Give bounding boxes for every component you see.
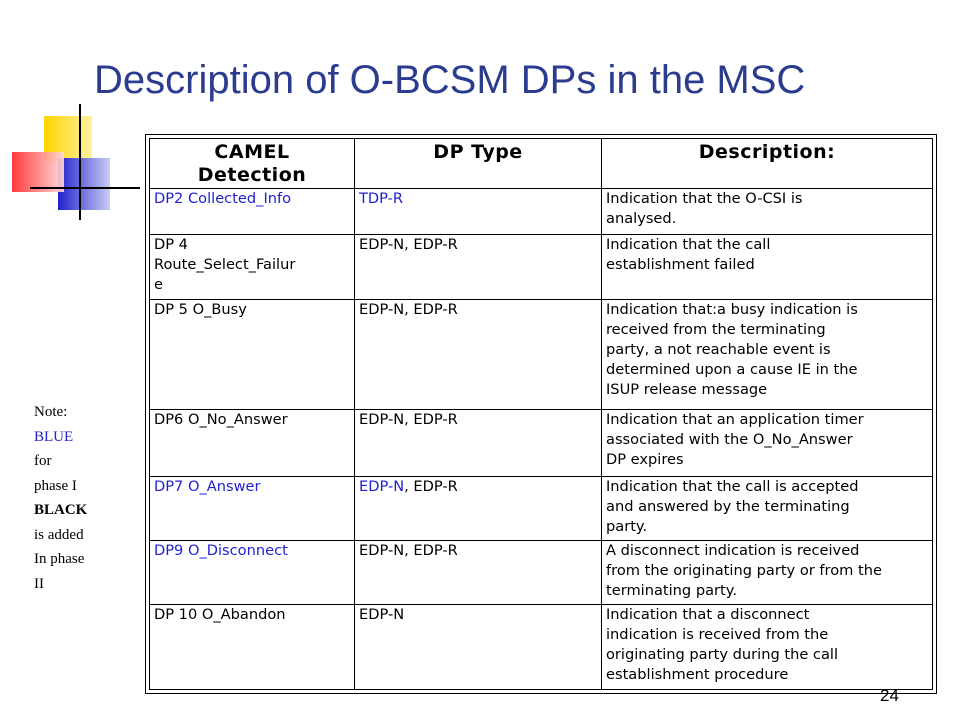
dp-name: DP 5 O_Busy xyxy=(154,300,247,318)
table-row xyxy=(150,235,933,299)
dp-type-cell xyxy=(355,410,602,476)
dp-name-cell xyxy=(150,235,355,299)
dp-type-cell xyxy=(355,476,602,540)
description-text: Indication that the call establishment failed xyxy=(606,236,771,274)
dp-type-part: EDP-N xyxy=(359,477,405,495)
description-text: Indication that an application timer associated with the O_No_Answer DP expires xyxy=(606,411,864,469)
note-line: II xyxy=(34,575,44,592)
description-cell xyxy=(602,541,933,605)
dp-name: DP 10 O_Abandon xyxy=(154,606,286,624)
dp-name-cell xyxy=(150,410,355,476)
dp-name-cell xyxy=(150,189,355,235)
dp-name-cell xyxy=(150,541,355,605)
header-dp-type: DP Type xyxy=(355,139,602,189)
description-cell xyxy=(602,299,933,410)
table-row xyxy=(150,299,933,410)
description-cell xyxy=(602,410,933,476)
dp-name-cell xyxy=(150,476,355,540)
dp-name: DP2 Collected_Info xyxy=(154,190,292,207)
note-line: for xyxy=(34,453,52,469)
dp-type-cell xyxy=(355,541,602,605)
description-text: Indication that the O-CSI is analysed. xyxy=(606,190,803,227)
dp-type-cell xyxy=(355,299,602,410)
dp-name-cell xyxy=(150,605,355,690)
table-row xyxy=(150,541,933,605)
dp-table xyxy=(149,138,933,690)
dp-name: DP9 O_Disconnect xyxy=(154,542,288,560)
dp-type-part: EDP-N, EDP-R xyxy=(359,236,458,254)
dp-name-cell xyxy=(150,299,355,410)
dp-type-part: TDP-R xyxy=(359,190,404,207)
dp-table-frame xyxy=(145,134,937,694)
note-line: In phase xyxy=(34,551,85,567)
table-row xyxy=(150,410,933,476)
description-cell xyxy=(602,476,933,540)
dp-name: DP6 O_No_Answer xyxy=(154,411,288,429)
description-text: Indication that a disconnect indication is received from the originating party during the call establishment procedure xyxy=(606,606,839,684)
dp-name: DP 4 Route_Select_Failur e xyxy=(154,236,296,294)
dp-type-cell xyxy=(355,235,602,299)
page-number: 24 xyxy=(880,686,899,705)
phase-color-note xyxy=(34,400,124,596)
description-text: A disconnect indication is received from the originating party or from the terminating party. xyxy=(606,542,882,600)
dp-type-part: , EDP-R xyxy=(404,477,458,495)
decorative-squares-graphic xyxy=(0,100,140,220)
dp-type-cell xyxy=(355,605,602,690)
dp-type-cell xyxy=(355,189,602,235)
table-row xyxy=(150,476,933,540)
dp-type-part: EDP-N, EDP-R xyxy=(359,411,458,429)
header-camel-detection: CAMEL Detection xyxy=(150,139,355,189)
dp-type-part: EDP-N, EDP-R xyxy=(359,542,458,560)
description-cell xyxy=(602,235,933,299)
note-line: is added xyxy=(34,526,84,543)
table-row xyxy=(150,189,933,235)
note-line: BLACK xyxy=(34,502,88,518)
slide-title: Description of O-BCSM DPs in the MSC xyxy=(94,58,806,102)
table-row xyxy=(150,605,933,690)
note-line: BLUE xyxy=(34,428,74,445)
note-line: phase I xyxy=(34,477,77,494)
description-cell xyxy=(602,605,933,690)
description-text: Indication that:a busy indication is received from the terminating party, a not reachable event is determined upon a cause IE in the ISUP release message xyxy=(606,300,858,398)
header-description: Description: xyxy=(602,139,933,189)
table-header-row xyxy=(150,139,933,189)
dp-type-part: EDP-N xyxy=(359,606,405,624)
dp-type-part: EDP-N, EDP-R xyxy=(359,300,458,318)
description-text: Indication that the call is accepted and answered by the terminating party. xyxy=(606,477,859,535)
description-cell xyxy=(602,189,933,235)
dp-name: DP7 O_Answer xyxy=(154,477,261,495)
note-line: Note: xyxy=(34,404,68,420)
